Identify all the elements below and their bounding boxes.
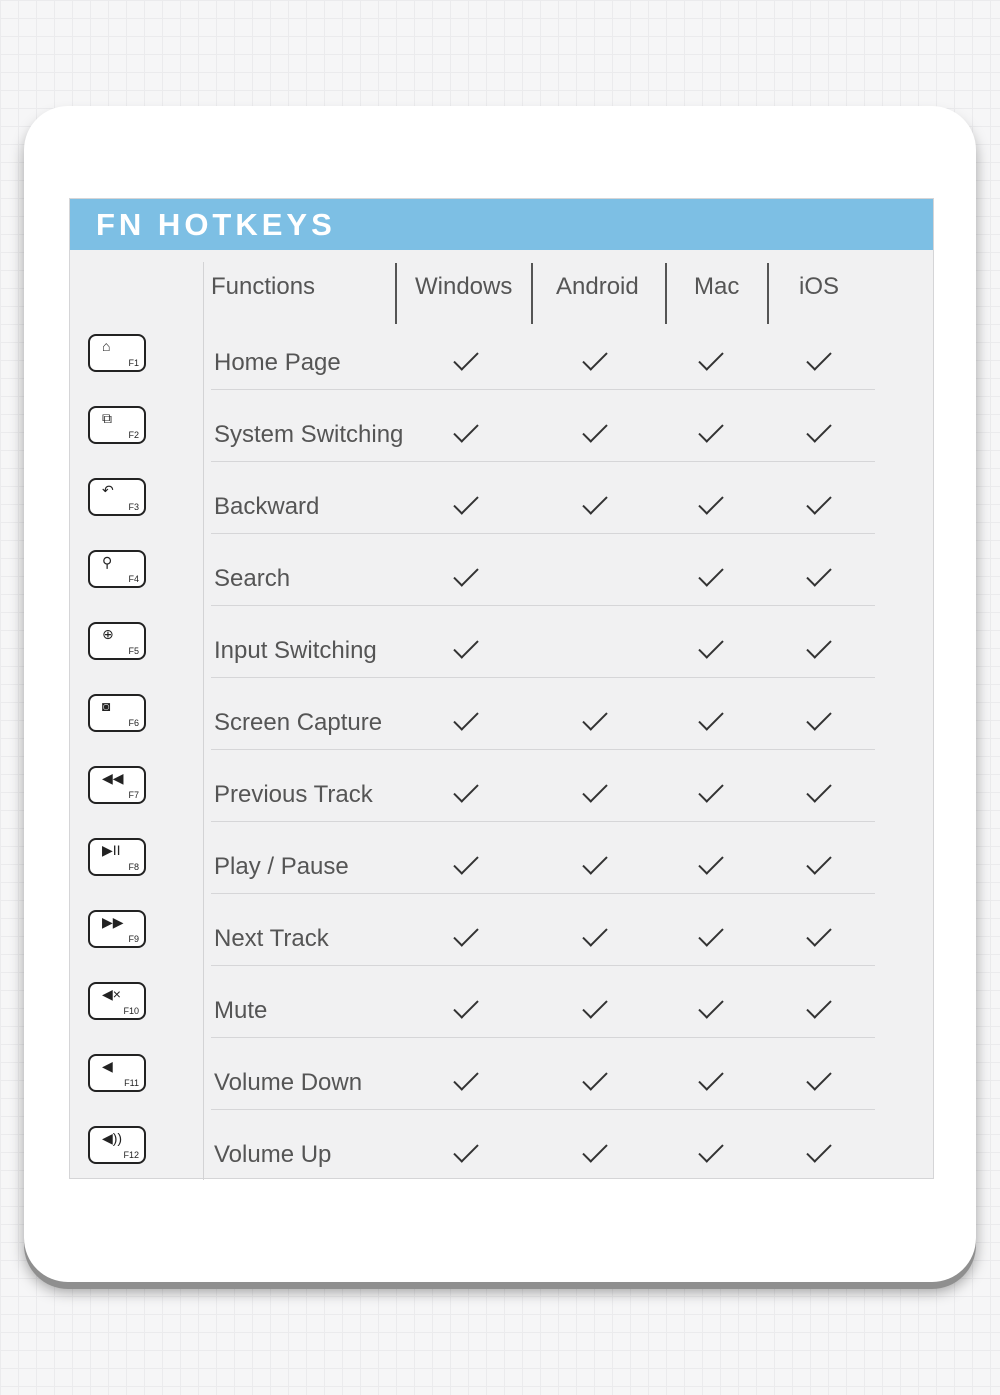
- checkmark-icon-ios: [806, 1137, 831, 1162]
- home-icon: ⌂: [102, 338, 111, 354]
- row-divider: [211, 677, 875, 678]
- key-label: F12: [123, 1150, 139, 1160]
- key-f6: [88, 694, 146, 732]
- checkmark-icon-windows: [453, 417, 478, 442]
- function-label: Screen Capture: [214, 709, 383, 736]
- checkmark-icon-mac: [698, 777, 723, 802]
- fast-forward-icon: ▶▶: [102, 914, 124, 930]
- function-label: Next Track: [214, 925, 329, 952]
- key-f4: [88, 550, 146, 588]
- back-arrow-icon: ↶: [102, 482, 114, 498]
- title-bar: [70, 199, 933, 250]
- checkmark-icon-windows: [453, 1065, 478, 1090]
- checkmark-icon-windows: [453, 1137, 478, 1162]
- checkmark-icon-mac: [698, 993, 723, 1018]
- key-label: F3: [128, 502, 139, 512]
- key-f2: [88, 406, 146, 444]
- checkmark-icon-mac: [698, 345, 723, 370]
- table-row: [70, 1049, 933, 1121]
- page-title: FN HOTKEYS: [96, 207, 336, 242]
- key-f1: [88, 334, 146, 372]
- row-divider: [211, 461, 875, 462]
- column-divider: [531, 263, 533, 324]
- checkmark-icon-ios: [806, 633, 831, 658]
- key-label: F9: [128, 934, 139, 944]
- function-label: System Switching: [214, 421, 404, 448]
- checkmark-icon-windows: [453, 993, 478, 1018]
- checkmark-icon-mac: [698, 849, 723, 874]
- search-icon: ⚲: [102, 554, 113, 570]
- checkmark-icon-mac: [698, 1137, 723, 1162]
- row-divider: [211, 605, 875, 606]
- checkmark-icon-android: [582, 993, 607, 1018]
- checkmark-icon-windows: [453, 489, 478, 514]
- table-row: [70, 545, 933, 617]
- column-divider: [767, 263, 769, 324]
- play-pause-icon: ▶II: [102, 842, 121, 858]
- column-divider: [395, 263, 397, 324]
- key-f3: [88, 478, 146, 516]
- function-label: Play / Pause: [214, 853, 349, 880]
- key-f12: [88, 1126, 146, 1164]
- row-divider: [211, 965, 875, 966]
- key-label: F7: [128, 790, 139, 800]
- checkmark-icon-ios: [806, 849, 831, 874]
- checkmark-icon-mac: [698, 489, 723, 514]
- camera-icon: ◙: [102, 698, 111, 714]
- window-switch-icon: ⧉: [102, 410, 112, 426]
- function-label: Volume Down: [214, 1069, 363, 1096]
- checkmark-icon-ios: [806, 417, 831, 442]
- checkmark-icon-ios: [806, 489, 831, 514]
- checkmark-icon-ios: [806, 777, 831, 802]
- function-label: Input Switching: [214, 637, 377, 664]
- checkmark-icon-windows: [453, 777, 478, 802]
- table-row: [70, 617, 933, 689]
- checkmark-icon-android: [582, 489, 607, 514]
- checkmark-icon-android: [582, 417, 607, 442]
- mute-icon: ◀×: [102, 986, 121, 1002]
- checkmark-icon-ios: [806, 1065, 831, 1090]
- key-f5: [88, 622, 146, 660]
- key-label: F8: [128, 862, 139, 872]
- checkmark-icon-windows: [453, 705, 478, 730]
- column-header-android: Android: [556, 273, 639, 300]
- globe-icon: ⊕: [102, 626, 114, 642]
- table-row: [70, 689, 933, 761]
- checkmark-icon-ios: [806, 705, 831, 730]
- function-label: Home Page: [214, 349, 341, 376]
- checkmark-icon-mac: [698, 417, 723, 442]
- function-label: Previous Track: [214, 781, 373, 808]
- checkmark-icon-android: [582, 921, 607, 946]
- table-row: [70, 977, 933, 1049]
- rewind-icon: ◀◀: [102, 770, 124, 786]
- table-row: [70, 905, 933, 977]
- column-header-ios: iOS: [799, 273, 840, 300]
- function-label: Search: [214, 565, 291, 592]
- table-row: [70, 761, 933, 833]
- table-row: [70, 833, 933, 905]
- checkmark-icon-android: [582, 849, 607, 874]
- key-label: F1: [128, 358, 139, 368]
- volume-up-icon: ◀)): [102, 1130, 123, 1146]
- checkmark-icon-mac: [698, 705, 723, 730]
- row-divider: [211, 821, 875, 822]
- key-f7: [88, 766, 146, 804]
- key-label: F2: [128, 430, 139, 440]
- column-header-mac: Mac: [694, 273, 740, 300]
- key-f11: [88, 1054, 146, 1092]
- checkmark-icon-mac: [698, 561, 723, 586]
- key-f10: [88, 982, 146, 1020]
- row-divider: [211, 389, 875, 390]
- checkmark-icon-windows: [453, 561, 478, 586]
- table-row: [70, 473, 933, 545]
- column-header-functions: Functions: [211, 273, 316, 300]
- checkmark-icon-android: [582, 777, 607, 802]
- function-label: Mute: [214, 997, 268, 1024]
- key-label: F4: [128, 574, 139, 584]
- function-label: Volume Up: [214, 1141, 332, 1168]
- checkmark-icon-ios: [806, 345, 831, 370]
- checkmark-icon-android: [582, 345, 607, 370]
- hotkeys-panel: [69, 198, 934, 1179]
- key-label: F11: [124, 1078, 139, 1088]
- checkmark-icon-windows: [453, 345, 478, 370]
- checkmark-icon-android: [582, 1065, 607, 1090]
- row-divider: [211, 1109, 875, 1110]
- key-f9: [88, 910, 146, 948]
- checkmark-icon-windows: [453, 921, 478, 946]
- column-divider: [665, 263, 667, 324]
- checkmark-icon-ios: [806, 993, 831, 1018]
- row-divider: [211, 533, 875, 534]
- checkmark-icon-mac: [698, 1065, 723, 1090]
- key-label: F10: [123, 1006, 139, 1016]
- checkmark-icon-windows: [453, 633, 478, 658]
- table-row: [70, 329, 933, 401]
- key-label: F5: [128, 646, 139, 656]
- checkmark-icon-mac: [698, 633, 723, 658]
- column-header-windows: Windows: [415, 273, 513, 300]
- row-divider: [211, 1037, 875, 1038]
- volume-down-icon: ◀: [102, 1058, 113, 1074]
- key-f8: [88, 838, 146, 876]
- checkmark-icon-ios: [806, 921, 831, 946]
- table-row: [70, 1121, 933, 1193]
- key-label: F6: [128, 718, 139, 728]
- checkmark-icon-android: [582, 1137, 607, 1162]
- checkmark-icon-ios: [806, 561, 831, 586]
- checkmark-icon-mac: [698, 921, 723, 946]
- function-label: Backward: [214, 493, 320, 520]
- row-divider: [211, 893, 875, 894]
- table-row: [70, 401, 933, 473]
- checkmark-icon-android: [582, 705, 607, 730]
- row-divider: [211, 749, 875, 750]
- checkmark-icon-windows: [453, 849, 478, 874]
